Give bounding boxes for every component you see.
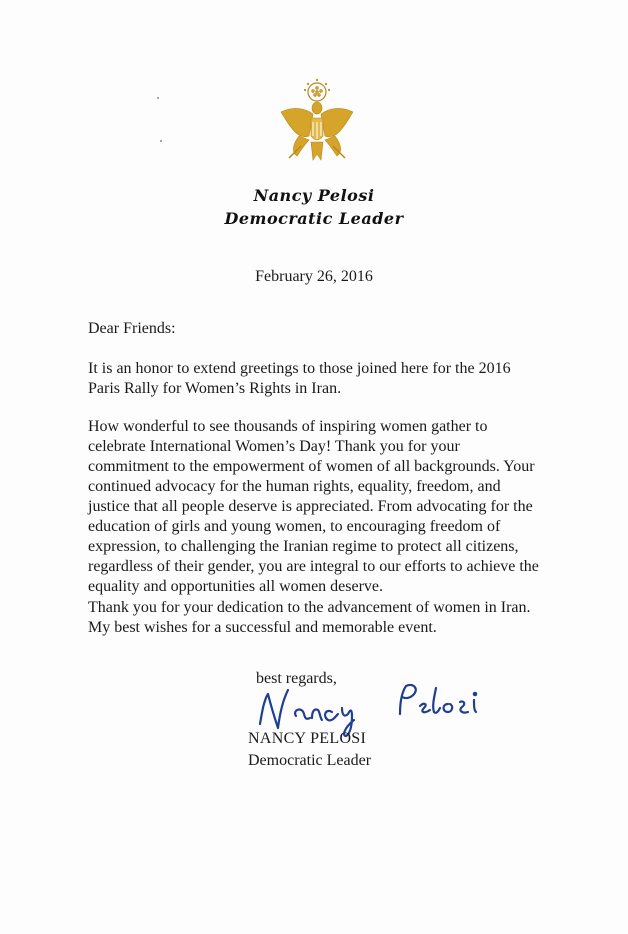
signer-title: Democratic Leader [248,752,372,769]
paragraph-line: It is an honor to extend greetings to those joined here for the 2016 [88,360,511,377]
paragraph-line: regardless of their gender, you are integral to our efforts to achieve the [88,558,539,575]
paragraph-line: My best wishes for a successful and memorable event. [88,619,437,636]
paragraph-line: education of girls and young women, to encouraging freedom of [88,518,501,535]
paragraph-line: How wonderful to see thousands of inspiring women gather to [88,418,488,435]
paper-speck [160,140,162,142]
paragraph-line: expression, to challenging the Iranian regime to protect all citizens, [88,538,519,555]
paragraph-line: equality and opportunities all women deserve. [88,578,384,595]
paragraph-line: justice that all people deserve is appreciated. From advocating for the [88,498,533,515]
paragraph-line: Paris Rally for Women’s Rights in Iran. [88,380,342,397]
paragraph-line: continued advocacy for the human rights, equality, freedom, and [88,478,501,495]
closing-phrase: best regards, [256,670,337,687]
paragraph-greeting [88,359,548,399]
salutation: Dear Friends: [88,320,176,337]
letter-date: February 26, 2016 [255,268,373,285]
paragraph-line: commitment to the empowerment of women of all backgrounds. Your [88,458,535,475]
paragraph-body [88,417,548,597]
signer-name: NANCY PELOSI [248,730,367,747]
great-seal-eagle-icon [275,78,359,178]
paragraph-line: celebrate International Women’s Day! Thank you for your [88,438,460,455]
letterhead-name: Nancy Pelosi [253,186,375,205]
paragraph-line: Thank you for your dedication to the advancement of women in Iran. [88,599,531,616]
paragraph-closing [88,598,548,638]
letterhead-title: Democratic Leader [224,209,404,228]
paper-speck [157,97,159,99]
